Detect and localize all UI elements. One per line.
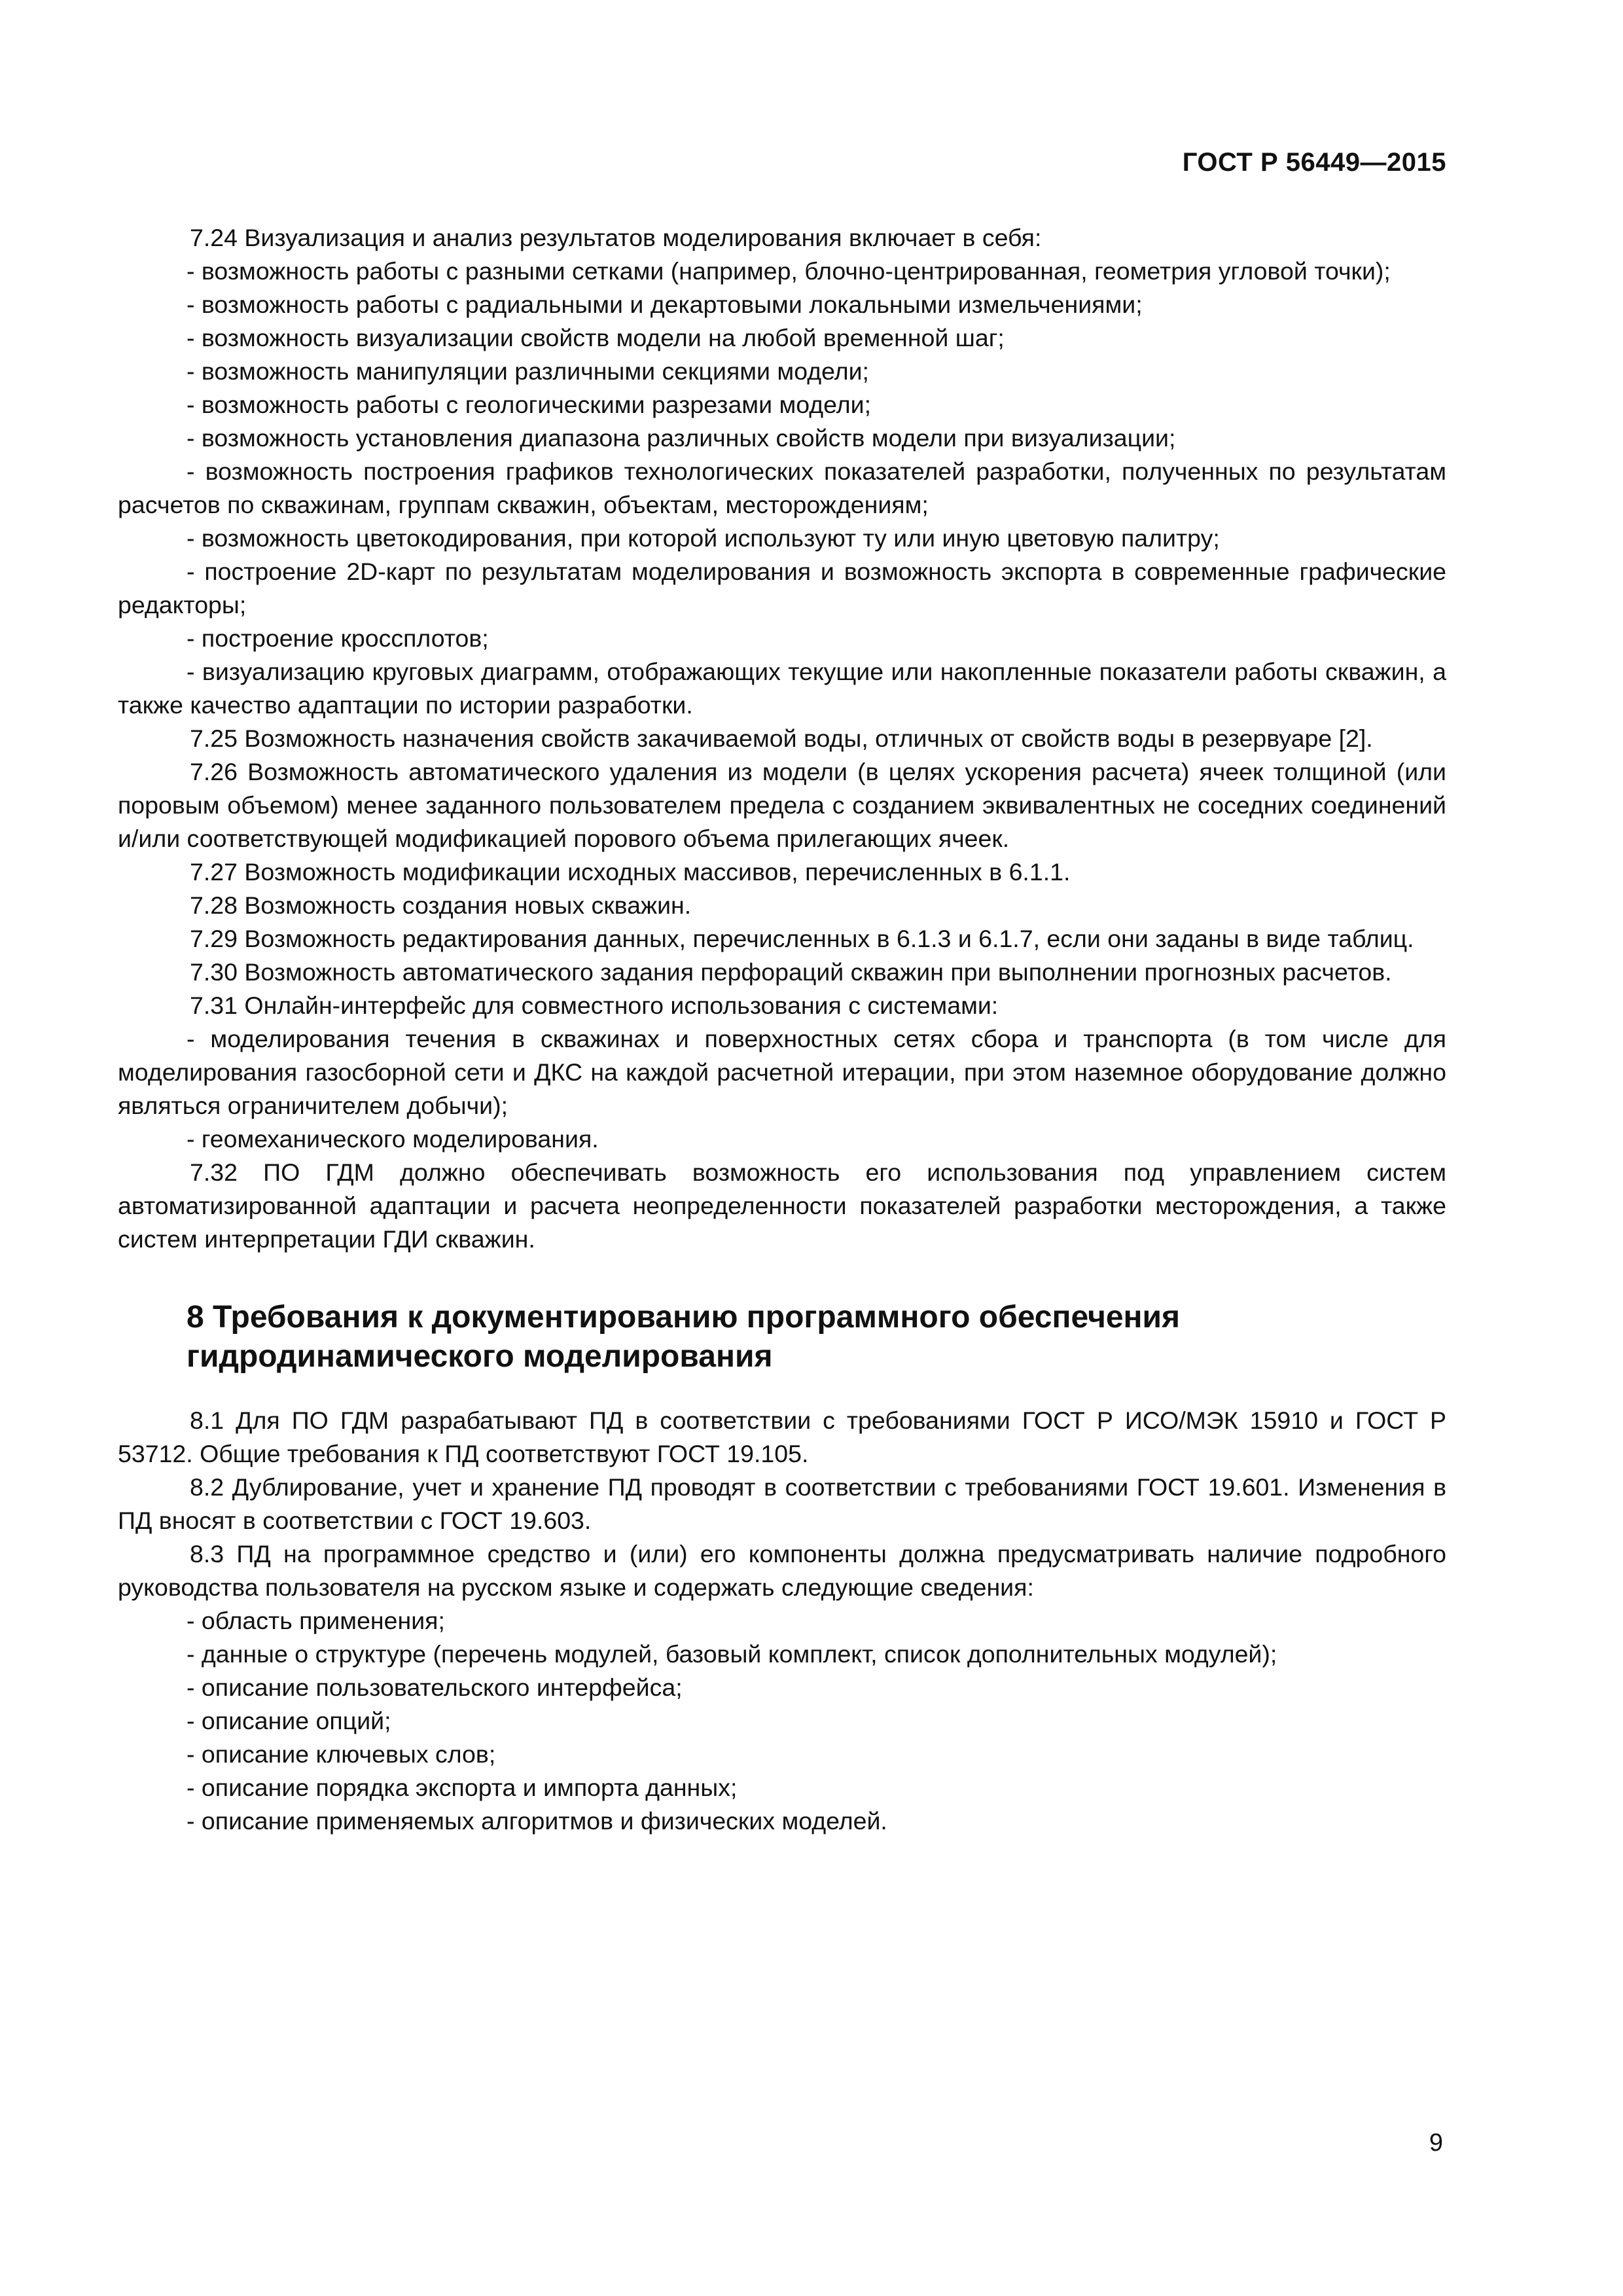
section-7-list-item: - моделирования течения в скважинах и поверхностных сетях сбора и транспорта (в том числе для моделирования газосборной сети и ДКС на каждой расчетной итерации, при этом наземное оборудование должно являться ограничителем добычи); (118, 1025, 1446, 1119)
section-8-list-item: - данные о структуре (перечень модулей, базовый комплект, список дополнительных модулей); (187, 1640, 1277, 1668)
section-8-paragraph: 8.1 Для ПО ГДМ разрабатывают ПД в соответствии с требованиями ГОСТ Р ИСО/МЭК 15910 и ГОСТ Р 53712. Общие требования к ПД соответствуют ГОСТ 19.105. (118, 1407, 1446, 1467)
section-8-list-item: - описание ключевых слов; (187, 1740, 496, 1768)
section-7-list-item: - возможность работы с радиальными и декартовыми локальными измельчениями; (187, 291, 1143, 318)
section-8-list-item: - описание опций; (187, 1707, 391, 1734)
section-7-list-item: - возможность цветокодирования, при которой используют ту или иную цветовую палитру; (187, 524, 1220, 552)
section-7-paragraph: 7.27 Возможность модификации исходных массивов, перечисленных в 6.1.1. (190, 858, 1071, 886)
section-7-paragraph: 7.24 Визуализация и анализ результатов моделирования включает в себя: (190, 224, 1042, 251)
section-7-paragraph: 7.26 Возможность автоматического удаления из модели (в целях ускорения расчета) ячеек толщиной (или поровым объемом) менее заданного пользователем предела с созданием эквивалентных не соседних соединений и/или соответствующей модификацией порового объема прилегающих ячеек. (118, 758, 1446, 852)
section-7-paragraph: 7.32 ПО ГДМ должно обеспечивать возможность его использования под управлением систем автоматизированной адаптации и расчета неопределенности показателей разработки месторождения, а также систем интерпретации ГДИ скважин. (118, 1158, 1446, 1253)
section-7-list-item: - возможность работы с геологическими разрезами модели; (187, 391, 872, 418)
section-8-paragraph: 8.3 ПД на программное средство и (или) его компоненты должна предусматривать наличие подробного руководства пользователя на русском языке и содержать следующие сведения: (118, 1540, 1446, 1601)
section-7-paragraph: 7.30 Возможность автоматического задания перфораций скважин при выполнении прогнозных расчетов. (190, 958, 1392, 986)
section-7-paragraph: 7.28 Возможность создания новых скважин. (190, 891, 692, 919)
section-8-paragraph: 8.2 Дублирование, учет и хранение ПД проводят в соответствии с требованиями ГОСТ 19.601. Изменения в ПД вносят в соответствии с ГОСТ 19.603. (118, 1473, 1446, 1534)
section-7-paragraph: 7.25 Возможность назначения свойств закачиваемой воды, отличных от свойств воды в резервуаре [2]. (190, 725, 1373, 752)
section-7-list-item: - возможность построения графиков технологических показателей разработки, полученных по результатам расчетов по скважинам, группам скважин, объектам, месторождениям; (118, 457, 1446, 518)
section-7-list-item: - возможность визуализации свойств модели на любой временной шаг; (187, 324, 1005, 351)
document-body (118, 221, 1446, 1838)
section-7-list-item: - возможность работы с разными сетками (например, блочно-центрированная, геометрия угловой точки); (187, 257, 1391, 285)
page-number: 9 (1429, 2129, 1443, 2157)
section-7-list-item: - построение кроссплотов; (187, 624, 489, 652)
section-7-list-item: - построение 2D-карт по результатам моделирования и возможность экспорта в современные графические редакторы; (118, 558, 1446, 619)
section-8-list-item: - описание применяемых алгоритмов и физических моделей. (187, 1807, 887, 1835)
document-header: ГОСТ Р 56449—2015 (1182, 148, 1446, 177)
section-7-list-item: - возможность манипуляции различными секциями модели; (187, 357, 869, 385)
section-8-title: 8 Требования к документированию программного обеспечения гидродинамического моделирования (187, 1300, 1181, 1374)
section-7 (118, 221, 1446, 1256)
section-8 (118, 1404, 1446, 1838)
section-7-list-item: - геомеханического моделирования. (187, 1125, 599, 1153)
section-7-paragraph: 7.31 Онлайн-интерфейс для совместного использования с системами: (190, 992, 999, 1019)
section-7-paragraph: 7.29 Возможность редактирования данных, перечисленных в 6.1.3 и 6.1.7, если они заданы в виде таблиц. (190, 925, 1414, 952)
section-8-list-item: - описание пользовательского интерфейса; (187, 1674, 683, 1701)
section-7-list-item: - возможность установления диапазона различных свойств модели при визуализации; (187, 424, 1176, 452)
section-7-list-item: - визуализацию круговых диаграмм, отображающих текущие или накопленные показатели работы скважин, а также качество адаптации по истории разработки. (118, 658, 1446, 719)
section-8-list-item: - описание порядка экспорта и импорта данных; (187, 1774, 738, 1801)
section-8-list-item: - область применения; (187, 1607, 445, 1634)
